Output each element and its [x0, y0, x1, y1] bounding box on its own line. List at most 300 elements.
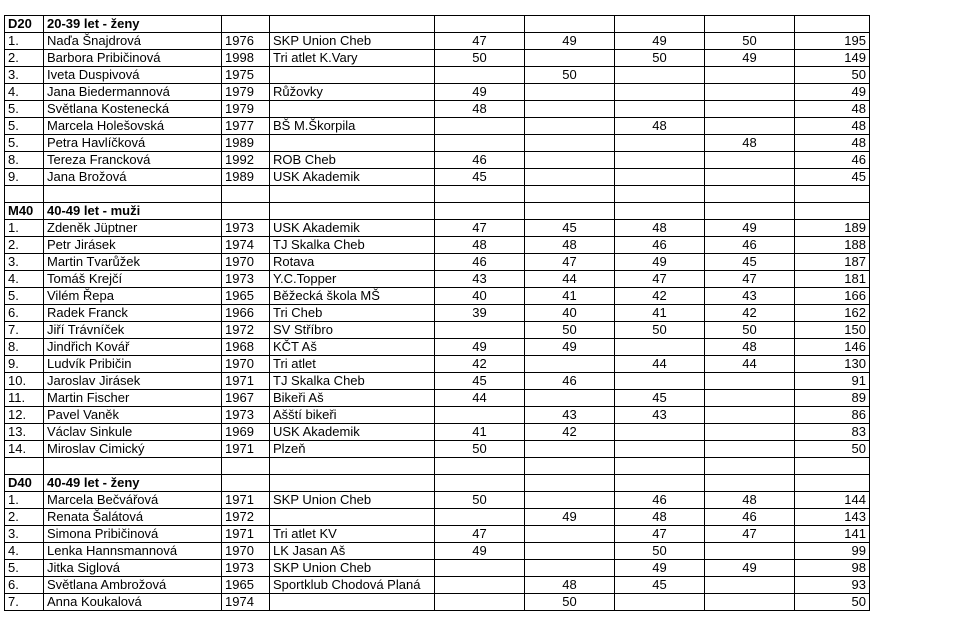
race-1-cell: 49	[435, 84, 525, 101]
table-row	[5, 169, 870, 186]
year-cell: 1998	[222, 50, 270, 67]
empty-cell	[795, 458, 870, 475]
table-row	[5, 135, 870, 152]
race-4-cell: 50	[705, 322, 795, 339]
name-cell: Simona Pribičinová	[44, 526, 222, 543]
empty-cell	[705, 203, 795, 220]
name-cell: Renata Šalátová	[44, 509, 222, 526]
name-cell: Petr Jirásek	[44, 237, 222, 254]
rank-cell: 13.	[5, 424, 44, 441]
rank-cell: 1.	[5, 220, 44, 237]
table-row	[5, 67, 870, 84]
race-4-cell	[705, 390, 795, 407]
race-4-cell: 48	[705, 135, 795, 152]
race-2-cell: 45	[525, 220, 615, 237]
year-cell: 1973	[222, 271, 270, 288]
table-row	[5, 305, 870, 322]
total-cell: 93	[795, 577, 870, 594]
total-cell: 50	[795, 441, 870, 458]
table-row	[5, 118, 870, 135]
race-1-cell: 42	[435, 356, 525, 373]
name-cell: Martin Tvarůžek	[44, 254, 222, 271]
race-2-cell: 49	[525, 509, 615, 526]
race-2-cell	[525, 101, 615, 118]
total-cell: 143	[795, 509, 870, 526]
rank-cell: 3.	[5, 67, 44, 84]
race-4-cell	[705, 441, 795, 458]
name-cell: Jana Brožová	[44, 169, 222, 186]
total-cell: 99	[795, 543, 870, 560]
race-1-cell: 48	[435, 237, 525, 254]
empty-cell	[795, 203, 870, 220]
race-3-cell: 46	[615, 237, 705, 254]
empty-cell	[270, 16, 435, 33]
race-4-cell: 44	[705, 356, 795, 373]
total-cell: 149	[795, 50, 870, 67]
race-3-cell: 44	[615, 356, 705, 373]
table-row	[5, 543, 870, 560]
name-cell: Tereza Francková	[44, 152, 222, 169]
table-row	[5, 407, 870, 424]
empty-cell	[44, 186, 222, 203]
category-code: D20	[5, 16, 44, 33]
year-cell: 1989	[222, 135, 270, 152]
race-2-cell: 47	[525, 254, 615, 271]
name-cell: Iveta Duspivová	[44, 67, 222, 84]
rank-cell: 8.	[5, 152, 44, 169]
total-cell: 141	[795, 526, 870, 543]
rank-cell: 2.	[5, 50, 44, 67]
total-cell: 46	[795, 152, 870, 169]
empty-cell	[525, 475, 615, 492]
rank-cell: 1.	[5, 33, 44, 50]
rank-cell: 5.	[5, 101, 44, 118]
race-4-cell: 50	[705, 33, 795, 50]
total-cell: 50	[795, 594, 870, 611]
race-3-cell	[615, 339, 705, 356]
name-cell: Jitka Siglová	[44, 560, 222, 577]
category-code: D40	[5, 475, 44, 492]
name-cell: Miroslav Cimický	[44, 441, 222, 458]
name-cell: Pavel Vaněk	[44, 407, 222, 424]
name-cell: Tomáš Krejčí	[44, 271, 222, 288]
year-cell: 1966	[222, 305, 270, 322]
race-2-cell: 46	[525, 373, 615, 390]
race-1-cell: 50	[435, 492, 525, 509]
rank-cell: 2.	[5, 237, 44, 254]
empty-cell	[615, 16, 705, 33]
table-row	[5, 339, 870, 356]
rank-cell: 3.	[5, 254, 44, 271]
year-cell: 1973	[222, 560, 270, 577]
year-cell: 1972	[222, 509, 270, 526]
year-cell: 1971	[222, 526, 270, 543]
table-row	[5, 526, 870, 543]
race-3-cell: 45	[615, 390, 705, 407]
race-2-cell: 44	[525, 271, 615, 288]
club-cell: Tri atlet K.Vary	[270, 50, 435, 67]
name-cell: Barbora Pribičinová	[44, 50, 222, 67]
club-cell: Rotava	[270, 254, 435, 271]
club-cell	[270, 594, 435, 611]
race-2-cell	[525, 152, 615, 169]
table-row	[5, 33, 870, 50]
rank-cell: 12.	[5, 407, 44, 424]
total-cell: 98	[795, 560, 870, 577]
year-cell: 1979	[222, 84, 270, 101]
empty-cell	[705, 458, 795, 475]
empty-cell	[435, 475, 525, 492]
club-cell: Tri atlet KV	[270, 526, 435, 543]
table-row	[5, 288, 870, 305]
name-cell: Anna Koukalová	[44, 594, 222, 611]
category-header-row	[5, 16, 870, 33]
name-cell: Radek Franck	[44, 305, 222, 322]
race-1-cell	[435, 577, 525, 594]
table-row	[5, 101, 870, 118]
race-4-cell	[705, 152, 795, 169]
race-3-cell: 47	[615, 271, 705, 288]
table-row	[5, 509, 870, 526]
total-cell: 48	[795, 135, 870, 152]
race-3-cell: 46	[615, 492, 705, 509]
total-cell: 162	[795, 305, 870, 322]
empty-cell	[222, 203, 270, 220]
name-cell: Ludvík Pribičin	[44, 356, 222, 373]
race-4-cell: 49	[705, 50, 795, 67]
club-cell: USK Akademik	[270, 424, 435, 441]
rank-cell: 3.	[5, 526, 44, 543]
club-cell	[270, 101, 435, 118]
empty-cell	[615, 186, 705, 203]
year-cell: 1971	[222, 441, 270, 458]
total-cell: 150	[795, 322, 870, 339]
total-cell: 83	[795, 424, 870, 441]
race-2-cell	[525, 356, 615, 373]
rank-cell: 4.	[5, 543, 44, 560]
total-cell: 48	[795, 118, 870, 135]
race-1-cell	[435, 118, 525, 135]
club-cell: Růžovky	[270, 84, 435, 101]
name-cell: Marcela Holešovská	[44, 118, 222, 135]
race-1-cell: 50	[435, 50, 525, 67]
total-cell: 181	[795, 271, 870, 288]
race-3-cell	[615, 84, 705, 101]
race-2-cell: 40	[525, 305, 615, 322]
race-3-cell: 49	[615, 254, 705, 271]
race-2-cell: 42	[525, 424, 615, 441]
race-1-cell	[435, 509, 525, 526]
race-3-cell: 48	[615, 220, 705, 237]
race-2-cell: 50	[525, 322, 615, 339]
year-cell: 1971	[222, 492, 270, 509]
rank-cell: 6.	[5, 305, 44, 322]
race-4-cell: 47	[705, 526, 795, 543]
race-2-cell	[525, 543, 615, 560]
club-cell: SKP Union Cheb	[270, 492, 435, 509]
race-4-cell: 49	[705, 560, 795, 577]
club-cell: Běžecká škola MŠ	[270, 288, 435, 305]
race-3-cell	[615, 67, 705, 84]
year-cell: 1973	[222, 407, 270, 424]
club-cell: KČT Aš	[270, 339, 435, 356]
total-cell: 50	[795, 67, 870, 84]
rank-cell: 14.	[5, 441, 44, 458]
name-cell: Václav Sinkule	[44, 424, 222, 441]
empty-cell	[435, 203, 525, 220]
club-cell: Bikeři Aš	[270, 390, 435, 407]
race-1-cell: 43	[435, 271, 525, 288]
empty-cell	[525, 186, 615, 203]
year-cell: 1970	[222, 254, 270, 271]
name-cell: Jiří Trávníček	[44, 322, 222, 339]
empty-cell	[795, 186, 870, 203]
race-3-cell: 48	[615, 118, 705, 135]
name-cell: Světlana Ambrožová	[44, 577, 222, 594]
year-cell: 1979	[222, 101, 270, 118]
club-cell: BŠ M.Škorpila	[270, 118, 435, 135]
race-3-cell	[615, 424, 705, 441]
year-cell: 1974	[222, 594, 270, 611]
name-cell: Lenka Hannsmannová	[44, 543, 222, 560]
race-2-cell	[525, 50, 615, 67]
table-row	[5, 560, 870, 577]
total-cell: 187	[795, 254, 870, 271]
empty-cell	[222, 186, 270, 203]
empty-cell	[705, 16, 795, 33]
total-cell: 188	[795, 237, 870, 254]
year-cell: 1970	[222, 356, 270, 373]
year-cell: 1989	[222, 169, 270, 186]
empty-cell	[270, 203, 435, 220]
race-1-cell	[435, 322, 525, 339]
name-cell: Jindřich Kovář	[44, 339, 222, 356]
race-2-cell	[525, 84, 615, 101]
category-title: 40-49 let - ženy	[44, 475, 222, 492]
total-cell: 144	[795, 492, 870, 509]
year-cell: 1965	[222, 288, 270, 305]
club-cell: USK Akademik	[270, 169, 435, 186]
empty-cell	[270, 186, 435, 203]
race-3-cell: 42	[615, 288, 705, 305]
club-cell: LK Jasan Aš	[270, 543, 435, 560]
race-1-cell: 45	[435, 169, 525, 186]
rank-cell: 6.	[5, 577, 44, 594]
race-4-cell: 48	[705, 339, 795, 356]
table-row	[5, 356, 870, 373]
empty-cell	[525, 203, 615, 220]
total-cell: 146	[795, 339, 870, 356]
race-1-cell	[435, 594, 525, 611]
race-1-cell: 44	[435, 390, 525, 407]
rank-cell: 5.	[5, 118, 44, 135]
empty-cell	[435, 16, 525, 33]
race-3-cell: 50	[615, 322, 705, 339]
race-2-cell: 48	[525, 237, 615, 254]
race-2-cell: 43	[525, 407, 615, 424]
year-cell: 1973	[222, 220, 270, 237]
club-cell: SKP Union Cheb	[270, 560, 435, 577]
empty-cell	[615, 203, 705, 220]
race-4-cell: 48	[705, 492, 795, 509]
race-3-cell: 49	[615, 560, 705, 577]
empty-cell	[270, 458, 435, 475]
race-1-cell: 45	[435, 373, 525, 390]
race-4-cell	[705, 424, 795, 441]
table-row	[5, 424, 870, 441]
race-1-cell: 46	[435, 254, 525, 271]
rank-cell: 10.	[5, 373, 44, 390]
rank-cell: 5.	[5, 135, 44, 152]
race-2-cell	[525, 560, 615, 577]
race-2-cell: 49	[525, 33, 615, 50]
rank-cell: 9.	[5, 356, 44, 373]
race-1-cell: 49	[435, 543, 525, 560]
table-row	[5, 271, 870, 288]
rank-cell: 2.	[5, 509, 44, 526]
name-cell: Vilém Řepa	[44, 288, 222, 305]
year-cell: 1976	[222, 33, 270, 50]
race-1-cell	[435, 407, 525, 424]
race-4-cell	[705, 543, 795, 560]
empty-cell	[525, 458, 615, 475]
race-1-cell: 47	[435, 33, 525, 50]
name-cell: Jaroslav Jirásek	[44, 373, 222, 390]
race-4-cell: 46	[705, 237, 795, 254]
race-2-cell: 50	[525, 67, 615, 84]
category-title: 20-39 let - ženy	[44, 16, 222, 33]
category-header-row	[5, 475, 870, 492]
year-cell: 1992	[222, 152, 270, 169]
total-cell: 91	[795, 373, 870, 390]
race-3-cell: 47	[615, 526, 705, 543]
race-3-cell: 48	[615, 509, 705, 526]
race-3-cell	[615, 373, 705, 390]
table-row	[5, 577, 870, 594]
empty-cell	[270, 475, 435, 492]
race-1-cell: 50	[435, 441, 525, 458]
name-cell: Petra Havlíčková	[44, 135, 222, 152]
category-title: 40-49 let - muži	[44, 203, 222, 220]
club-cell: TJ Skalka Cheb	[270, 373, 435, 390]
race-3-cell: 45	[615, 577, 705, 594]
name-cell: Marcela Bečvářová	[44, 492, 222, 509]
race-2-cell	[525, 169, 615, 186]
race-4-cell	[705, 67, 795, 84]
race-4-cell	[705, 169, 795, 186]
race-1-cell	[435, 67, 525, 84]
total-cell: 48	[795, 101, 870, 118]
empty-cell	[222, 458, 270, 475]
race-2-cell: 49	[525, 339, 615, 356]
race-3-cell	[615, 135, 705, 152]
table-row	[5, 152, 870, 169]
total-cell: 195	[795, 33, 870, 50]
empty-cell	[615, 458, 705, 475]
race-1-cell	[435, 135, 525, 152]
club-cell	[270, 135, 435, 152]
year-cell: 1974	[222, 237, 270, 254]
race-1-cell: 41	[435, 424, 525, 441]
table-row	[5, 373, 870, 390]
race-2-cell	[525, 492, 615, 509]
race-3-cell	[615, 101, 705, 118]
rank-cell: 5.	[5, 560, 44, 577]
race-2-cell	[525, 441, 615, 458]
year-cell: 1965	[222, 577, 270, 594]
club-cell: TJ Skalka Cheb	[270, 237, 435, 254]
empty-cell	[435, 186, 525, 203]
club-cell: USK Akademik	[270, 220, 435, 237]
empty-cell	[705, 186, 795, 203]
year-cell: 1971	[222, 373, 270, 390]
year-cell: 1977	[222, 118, 270, 135]
year-cell: 1967	[222, 390, 270, 407]
rank-cell: 11.	[5, 390, 44, 407]
empty-cell	[5, 186, 44, 203]
race-1-cell: 49	[435, 339, 525, 356]
race-2-cell	[525, 390, 615, 407]
table-row	[5, 441, 870, 458]
rank-cell: 4.	[5, 84, 44, 101]
race-2-cell: 48	[525, 577, 615, 594]
race-4-cell	[705, 118, 795, 135]
club-cell: Sportklub Chodová Planá	[270, 577, 435, 594]
empty-cell	[795, 16, 870, 33]
race-4-cell	[705, 577, 795, 594]
table-row	[5, 220, 870, 237]
race-2-cell	[525, 118, 615, 135]
empty-cell	[615, 475, 705, 492]
race-4-cell: 43	[705, 288, 795, 305]
race-4-cell	[705, 594, 795, 611]
name-cell: Jana Biedermannová	[44, 84, 222, 101]
race-3-cell: 50	[615, 543, 705, 560]
table-row	[5, 492, 870, 509]
race-4-cell	[705, 373, 795, 390]
race-1-cell	[435, 560, 525, 577]
race-2-cell: 41	[525, 288, 615, 305]
year-cell: 1970	[222, 543, 270, 560]
category-code: M40	[5, 203, 44, 220]
race-1-cell: 47	[435, 526, 525, 543]
rank-cell: 4.	[5, 271, 44, 288]
rank-cell: 1.	[5, 492, 44, 509]
empty-cell	[705, 475, 795, 492]
club-cell: Y.C.Topper	[270, 271, 435, 288]
race-2-cell	[525, 135, 615, 152]
race-3-cell	[615, 169, 705, 186]
total-cell: 130	[795, 356, 870, 373]
club-cell	[270, 509, 435, 526]
rank-cell: 7.	[5, 594, 44, 611]
category-header-row	[5, 203, 870, 220]
empty-cell	[222, 475, 270, 492]
race-4-cell: 46	[705, 509, 795, 526]
spacer-row	[5, 458, 870, 475]
table-row	[5, 254, 870, 271]
race-3-cell: 50	[615, 50, 705, 67]
rank-cell: 5.	[5, 288, 44, 305]
club-cell: Tri Cheb	[270, 305, 435, 322]
table-row	[5, 237, 870, 254]
race-3-cell: 41	[615, 305, 705, 322]
race-3-cell	[615, 441, 705, 458]
race-1-cell: 39	[435, 305, 525, 322]
race-1-cell: 40	[435, 288, 525, 305]
rank-cell: 8.	[5, 339, 44, 356]
race-4-cell: 49	[705, 220, 795, 237]
